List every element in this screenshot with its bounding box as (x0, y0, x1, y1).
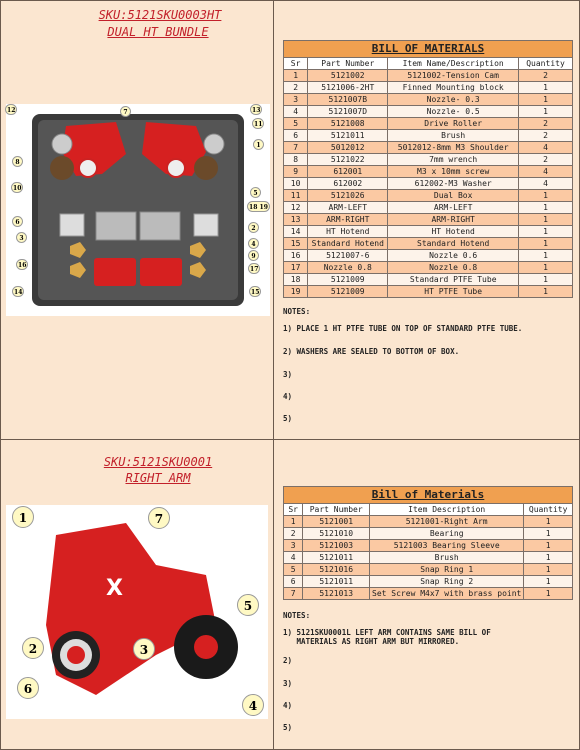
table-cell: 5121007-6 (308, 250, 388, 262)
callout-marker: 2 (248, 222, 259, 233)
table-row (284, 106, 573, 118)
table-cell: 5121009 (308, 274, 388, 286)
table-cell: 1 (284, 70, 308, 82)
table-cell: 5 (284, 118, 308, 130)
table-cell: 7 (284, 588, 303, 600)
table-cell: 5121006-2HT (308, 82, 388, 94)
table-row (284, 130, 573, 142)
table-cell: 5121011 (303, 552, 370, 564)
table-cell: 4 (519, 178, 573, 190)
table-row (284, 154, 573, 166)
notes-title-1: NOTES: (283, 307, 311, 316)
table-row (284, 286, 573, 298)
callout-marker: 17 (248, 263, 260, 274)
table-cell: 1 (524, 564, 573, 576)
callout-marker: 10 (11, 182, 23, 193)
table-cell: 1 (524, 528, 573, 540)
note-item: 4) (283, 701, 293, 710)
table-cell: 10 (284, 178, 308, 190)
table-row (284, 82, 573, 94)
table-row (284, 214, 573, 226)
note-item: 1) PLACE 1 HT PTFE TUBE ON TOP OF STANDARD PTFE TUBE. (283, 324, 523, 333)
table-cell: 4 (519, 166, 573, 178)
callout-marker: 7 (120, 106, 131, 117)
note-item: 1) 5121SKU0001L LEFT ARM CONTAINS SAME BILL OF MATERIALS AS RIGHT ARM BUT MIRRORED. (283, 628, 491, 646)
callout-marker: 3 (16, 232, 27, 243)
callout-marker: 12 (5, 104, 17, 115)
table-row (284, 540, 573, 552)
table-cell: 15 (284, 238, 308, 250)
table-cell: 1 (519, 106, 573, 118)
table-cell: 5121013 (303, 588, 370, 600)
table-row (284, 226, 573, 238)
table-cell: 4 (519, 142, 573, 154)
bom-column-header: Part Number (308, 58, 388, 70)
table-cell: 1 (519, 82, 573, 94)
table-cell: 1 (519, 238, 573, 250)
table-cell: 19 (284, 286, 308, 298)
table-cell: 5 (284, 564, 303, 576)
table-cell: HT PTFE Tube (388, 286, 519, 298)
table-cell: 9 (284, 166, 308, 178)
right-arm-illustration (6, 505, 268, 719)
note-item: 4) (283, 392, 293, 401)
table-row (284, 94, 573, 106)
table-cell: 1 (519, 226, 573, 238)
table-cell: ARM-RIGHT (388, 214, 519, 226)
note-item: 2) WASHERS ARE SEALED TO BOTTOM OF BOX. (283, 347, 460, 356)
table-cell: 5121008 (308, 118, 388, 130)
callout-marker: 13 (250, 104, 262, 115)
table-cell: 1 (519, 286, 573, 298)
bom-column-header: Part Number (303, 504, 370, 516)
callout-marker: 2 (22, 637, 44, 659)
table-cell: Finned Mounting block (388, 82, 519, 94)
callout-marker: 18 19 (247, 201, 270, 212)
callout-marker: 3 (133, 638, 155, 660)
table-cell: 5121011 (308, 130, 388, 142)
callout-marker: 4 (242, 694, 264, 716)
svg-text:X: X (106, 576, 123, 601)
sku-title-2: SKU:5121SKU0001 (103, 455, 213, 469)
table-cell: 1 (524, 540, 573, 552)
table-cell: 5121026 (308, 190, 388, 202)
bom-title-1: BILL OF MATERIALS (283, 40, 573, 57)
table-row (284, 178, 573, 190)
table-cell: 612002 (308, 178, 388, 190)
table-cell: 13 (284, 214, 308, 226)
note-item: 5) (283, 723, 293, 732)
table-cell: Nozzle- 0.5 (388, 106, 519, 118)
callout-marker: 9 (248, 250, 259, 261)
callout-marker: 11 (252, 118, 264, 129)
table-cell: 5012012-8mm M3 Shoulder (388, 142, 519, 154)
bom-header-row (284, 58, 573, 70)
table-cell: 8 (284, 154, 308, 166)
table-cell: 2 (519, 154, 573, 166)
callout-marker: 6 (17, 677, 39, 699)
table-cell: Nozzle 0.8 (308, 262, 388, 274)
bom-table-2 (283, 486, 573, 600)
table-row (284, 516, 573, 528)
table-cell: 5121011 (303, 576, 370, 588)
table-cell: Standard Hotend (388, 238, 519, 250)
table-row (284, 528, 573, 540)
table-cell: 2 (284, 82, 308, 94)
bom-title-2: Bill of Materials (283, 486, 573, 503)
table-row (284, 166, 573, 178)
callout-marker: 4 (248, 238, 259, 249)
table-row (284, 118, 573, 130)
table-cell: 5121002-Tension Cam (388, 70, 519, 82)
table-cell: ARM-LEFT (308, 202, 388, 214)
table-row (284, 262, 573, 274)
table-cell: 1 (524, 588, 573, 600)
table-cell: 1 (519, 274, 573, 286)
table-cell: Nozzle- 0.3 (388, 94, 519, 106)
section-divider (1, 439, 579, 440)
bom-header-row (284, 504, 573, 516)
callout-marker: 8 (12, 156, 23, 167)
bom-column-header: Item Name/Description (388, 58, 519, 70)
callout-marker: 14 (12, 286, 24, 297)
table-cell: 16 (284, 250, 308, 262)
table-row (284, 274, 573, 286)
table-cell: M3 x 10mm screw (388, 166, 519, 178)
table-cell: HT Hotend (388, 226, 519, 238)
dual-bundle-illustration (6, 104, 270, 316)
table-cell: Nozzle 0.8 (388, 262, 519, 274)
table-cell: 6 (284, 576, 303, 588)
dual-bundle-photo (6, 104, 270, 316)
table-cell: 14 (284, 226, 308, 238)
table-cell: 5121001 (303, 516, 370, 528)
table-cell: 7 (284, 142, 308, 154)
callout-marker: 5 (237, 594, 259, 616)
table-cell: 5121003 (303, 540, 370, 552)
table-cell: 1 (284, 516, 303, 528)
table-row (284, 552, 573, 564)
bom-table-1 (283, 40, 573, 298)
table-cell: 4 (284, 106, 308, 118)
table-cell: 6 (284, 130, 308, 142)
table-cell: 5121010 (303, 528, 370, 540)
table-cell: Bearing (370, 528, 524, 540)
callout-marker: 1 (253, 139, 264, 150)
table-cell: 1 (519, 190, 573, 202)
table-cell: Standard PTFE Tube (388, 274, 519, 286)
table-cell: 5121002 (308, 70, 388, 82)
callout-marker: 15 (249, 286, 261, 297)
table-cell: 3 (284, 540, 303, 552)
table-cell: 2 (519, 118, 573, 130)
bom-column-header: Quantity (524, 504, 573, 516)
table-cell: HT Hotend (308, 226, 388, 238)
table-cell: 5012012 (308, 142, 388, 154)
table-cell: Nozzle 0.6 (388, 250, 519, 262)
table-cell: 5121007B (308, 94, 388, 106)
table-cell: 5121003 Bearing Sleeve (370, 540, 524, 552)
table-cell: 11 (284, 190, 308, 202)
table-cell: Dual Box (388, 190, 519, 202)
table-row (284, 564, 573, 576)
table-cell: 3 (284, 94, 308, 106)
callout-marker: 6 (12, 216, 23, 227)
table-cell: 612002-M3 Washer (388, 178, 519, 190)
table-cell: 1 (519, 94, 573, 106)
table-cell: 18 (284, 274, 308, 286)
callout-marker: 5 (250, 187, 261, 198)
table-cell: 5121001-Right Arm (370, 516, 524, 528)
table-cell: Standard Hotend (308, 238, 388, 250)
table-cell: 1 (524, 576, 573, 588)
callout-marker: 16 (16, 259, 28, 270)
table-row (284, 190, 573, 202)
notes-section-1 (283, 307, 563, 427)
table-cell: Set Screw M4x7 with brass point (370, 588, 524, 600)
table-row (284, 576, 573, 588)
bom-column-header: Quantity (519, 58, 573, 70)
table-cell: 7mm wrench (388, 154, 519, 166)
table-cell: 4 (284, 552, 303, 564)
right-arm-photo (6, 505, 268, 719)
callout-marker: 1 (12, 506, 34, 528)
bom-column-header: Item Description (370, 504, 524, 516)
arm-subtitle: RIGHT ARM (125, 471, 191, 485)
notes-section-2 (283, 611, 563, 736)
bom-column-header: Sr (284, 58, 308, 70)
table-row (284, 70, 573, 82)
table-cell: Snap Ring 2 (370, 576, 524, 588)
table-row (284, 142, 573, 154)
table-cell: 17 (284, 262, 308, 274)
table-row (284, 588, 573, 600)
table-cell: Brush (370, 552, 524, 564)
table-cell: 12 (284, 202, 308, 214)
table-cell: 2 (284, 528, 303, 540)
bom-column-header: Sr (284, 504, 303, 516)
note-item: 3) (283, 679, 293, 688)
note-item: 2) (283, 656, 293, 665)
table-cell: 1 (519, 250, 573, 262)
table-cell: Snap Ring 1 (370, 564, 524, 576)
table-cell: ARM-LEFT (388, 202, 519, 214)
note-item: 3) (283, 370, 293, 379)
table-cell: 1 (519, 262, 573, 274)
table-row (284, 202, 573, 214)
table-row (284, 250, 573, 262)
callout-marker: 7 (148, 507, 170, 529)
bundle-subtitle: DUAL HT BUNDLE (107, 25, 209, 39)
table-cell: ARM-RIGHT (308, 214, 388, 226)
table-cell: Brush (388, 130, 519, 142)
table-row (284, 238, 573, 250)
table-cell: 5121016 (303, 564, 370, 576)
table-cell: Drive Roller (388, 118, 519, 130)
note-item: 5) (283, 414, 293, 423)
sku-title-1: SKU:5121SKU0003HT (98, 8, 222, 22)
table-cell: 2 (519, 130, 573, 142)
table-cell: 5121009 (308, 286, 388, 298)
column-divider (273, 1, 274, 749)
table-cell: 2 (519, 70, 573, 82)
table-cell: 5121022 (308, 154, 388, 166)
table-cell: 612001 (308, 166, 388, 178)
notes-title-2: NOTES: (283, 611, 311, 620)
table-cell: 1 (519, 202, 573, 214)
table-cell: 5121007D (308, 106, 388, 118)
table-cell: 1 (519, 214, 573, 226)
table-cell: 1 (524, 552, 573, 564)
table-cell: 1 (524, 516, 573, 528)
